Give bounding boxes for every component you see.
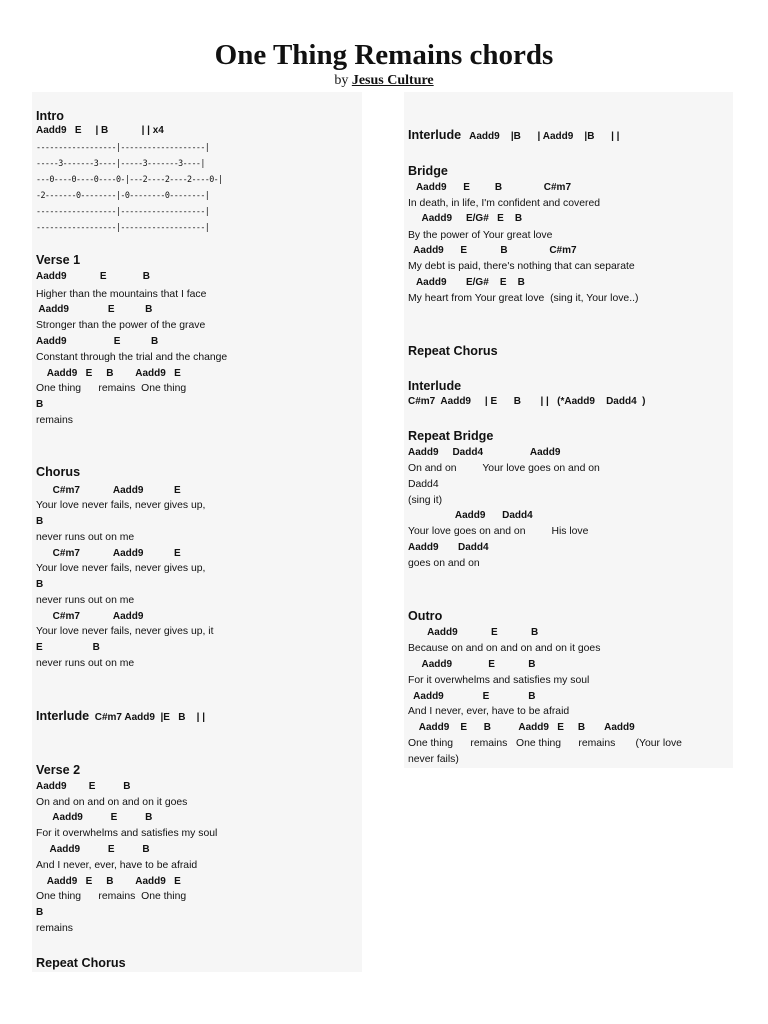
tab-line xyxy=(36,156,205,170)
tab-line xyxy=(36,204,209,218)
line-text: never runs out on me xyxy=(36,595,135,606)
chord-line xyxy=(36,843,150,857)
line-text: ------------------|-------------------| xyxy=(36,206,210,216)
chord-line xyxy=(36,515,43,529)
section-heading xyxy=(408,343,498,359)
chord-line xyxy=(36,303,152,317)
byline xyxy=(0,72,768,90)
line-text: C#m7 Aadd9 | E B | | (*Aadd9 Dadd4 ) xyxy=(408,396,646,407)
tab-line xyxy=(36,220,209,234)
lyric-line xyxy=(36,890,186,904)
tab-line xyxy=(36,188,209,202)
line-text: C#m7 Aadd9 E xyxy=(36,485,181,496)
chord-line xyxy=(408,658,535,672)
lyric-line xyxy=(36,382,186,396)
section-heading xyxy=(36,955,126,971)
chord-line xyxy=(36,875,181,889)
line-text: C#m7 Aadd9 xyxy=(36,611,144,622)
line-text: Dadd4 xyxy=(408,479,439,490)
line-text: Aadd9 Dadd4 xyxy=(408,510,533,521)
lyric-line xyxy=(408,462,600,476)
lyric-line xyxy=(408,674,589,688)
chord-line xyxy=(36,335,158,349)
line-text: Outro xyxy=(408,609,443,623)
line-text: One thing remains One thing remains (Your love xyxy=(408,738,682,749)
lyric-line xyxy=(408,737,682,751)
line-text: Aadd9 E | B | | x4 xyxy=(36,125,164,136)
chord-line xyxy=(408,721,635,735)
chord-line xyxy=(408,541,489,555)
line-text: goes on and on xyxy=(408,558,480,569)
lyric-line xyxy=(36,859,197,873)
line-text: Your love never fails, never gives up, it xyxy=(36,626,214,637)
line-text: C#m7 Aadd9 E xyxy=(36,548,181,559)
line-text: E B xyxy=(36,642,100,653)
line-text: For it overwhelms and satisfies my soul xyxy=(36,828,218,839)
section-heading xyxy=(408,378,461,394)
lyric-line xyxy=(36,796,187,810)
chord-line xyxy=(408,395,646,409)
section-heading xyxy=(36,708,205,726)
chord-line xyxy=(408,276,525,290)
line-text: Constant through the trial and the change xyxy=(36,352,228,363)
line-text: Aadd9 E B xyxy=(408,659,536,670)
line-text: Aadd9 E B C#m7 xyxy=(408,245,577,256)
line-text: Aadd9 E B xyxy=(36,336,159,347)
line-text: Your love never fails, never gives up, xyxy=(36,500,206,511)
chord-line xyxy=(36,578,43,592)
line-text: Aadd9 E B xyxy=(36,812,153,823)
line-text: -----3-------3----|-----3-------3----| xyxy=(36,158,205,168)
line-text: Intro xyxy=(36,109,64,123)
lyric-line xyxy=(408,557,480,571)
line-text: One thing remains One thing xyxy=(36,383,187,394)
line-text: And I never, ever, have to be afraid xyxy=(36,860,198,871)
chord-line xyxy=(408,181,571,195)
line-text: By the power of Your great love xyxy=(408,230,553,241)
chord-line xyxy=(36,547,181,561)
lyric-line xyxy=(36,657,134,671)
line-text: Aadd9 E B xyxy=(408,627,539,638)
chord-line xyxy=(36,367,181,381)
line-text: ------------------|-------------------| xyxy=(36,222,210,232)
line-text: Aadd9 Dadd4 Aadd9 xyxy=(408,447,561,458)
line-text: never fails) xyxy=(408,754,459,765)
line-text: Aadd9 E B Aadd9 E B Aadd9 xyxy=(408,722,635,733)
line-text: Repeat Bridge xyxy=(408,429,494,443)
lyric-line xyxy=(36,499,205,513)
line-text: For it overwhelms and satisfies my soul xyxy=(408,675,590,686)
lyric-line xyxy=(36,351,227,365)
line-text: Aadd9 Dadd4 xyxy=(408,542,489,553)
line-text: remains xyxy=(36,415,73,426)
song-title: One Thing Remains chords xyxy=(214,39,554,71)
line-text: Chorus xyxy=(36,465,81,479)
line-text: Aadd9 E B xyxy=(36,781,131,792)
line-text: Aadd9 E/G# E B xyxy=(408,277,525,288)
section-heading xyxy=(36,252,80,268)
line-text: Aadd9 E B xyxy=(36,304,153,315)
line-text: Aadd9 E B Aadd9 E xyxy=(36,368,181,379)
chord-line xyxy=(36,124,164,138)
line-text: B xyxy=(36,579,44,590)
lyric-line xyxy=(36,288,206,302)
inline-chords: C#m7 Aadd9 |E B | | xyxy=(89,712,206,723)
line-text: (sing it) xyxy=(408,495,443,506)
line-text: Your love never fails, never gives up, xyxy=(36,563,206,574)
line-text: Higher than the mountains that I face xyxy=(36,289,207,300)
chord-line xyxy=(408,509,533,523)
left-column xyxy=(32,92,362,972)
chord-line xyxy=(408,626,538,640)
chord-line xyxy=(408,690,535,704)
chord-line xyxy=(408,244,577,258)
line-text: Stronger than the power of the grave xyxy=(36,320,206,331)
section-heading xyxy=(36,108,64,124)
section-heading xyxy=(36,464,80,480)
inline-chords: Aadd9 |B | Aadd9 |B | | xyxy=(461,131,620,142)
line-text: ------------------|-------------------| xyxy=(36,142,210,152)
line-text: On and on and on and on it goes xyxy=(36,797,188,808)
line-text: In death, in life, I'm confident and covered xyxy=(408,198,601,209)
line-text: And I never, ever, have to be afraid xyxy=(408,706,570,717)
line-text: Aadd9 E/G# E B xyxy=(408,213,523,224)
chord-line xyxy=(36,610,143,624)
section-heading xyxy=(408,127,619,145)
artist-link[interactable]: Jesus Culture xyxy=(351,73,434,88)
line-text: Repeat Chorus xyxy=(36,956,126,970)
chord-line xyxy=(36,641,100,655)
lyric-line xyxy=(408,229,552,243)
line-text: never runs out on me xyxy=(36,532,135,543)
line-text: Bridge xyxy=(408,164,448,178)
line-text: Verse 1 xyxy=(36,253,81,267)
chord-line xyxy=(36,270,150,284)
line-text: My debt is paid, there's nothing that can separate xyxy=(408,261,635,272)
lyric-line xyxy=(36,319,205,333)
line-text: One thing remains One thing xyxy=(36,891,187,902)
lyric-line xyxy=(36,414,73,428)
lyric-line xyxy=(408,260,635,274)
lyric-line xyxy=(408,478,439,492)
line-text: Interlude xyxy=(408,128,462,142)
section-heading xyxy=(408,608,442,624)
line-text: B xyxy=(36,399,44,410)
lyric-line xyxy=(36,827,217,841)
line-text: My heart from Your great love (sing it, Your love..) xyxy=(408,293,639,304)
lyric-line xyxy=(408,705,569,719)
chord-line xyxy=(36,811,152,825)
tab-line xyxy=(36,140,209,154)
line-text: Aadd9 E B Aadd9 E xyxy=(36,876,181,887)
line-text: remains xyxy=(36,923,73,934)
chord-line xyxy=(408,446,560,460)
chord-line xyxy=(36,398,43,412)
chord-line xyxy=(36,780,130,794)
line-text: Interlude xyxy=(36,709,90,723)
line-text: On and on Your love goes on and on xyxy=(408,463,600,474)
lyric-line xyxy=(36,531,134,545)
chord-line xyxy=(408,212,522,226)
tab-line xyxy=(36,172,223,186)
chord-line xyxy=(36,906,43,920)
lyric-line xyxy=(408,642,600,656)
line-text: never runs out on me xyxy=(36,658,135,669)
lyric-line xyxy=(408,525,588,539)
line-text: Verse 2 xyxy=(36,763,81,777)
lyric-line xyxy=(408,753,459,767)
lyric-line xyxy=(36,562,205,576)
line-text: Aadd9 E B xyxy=(36,844,150,855)
right-column xyxy=(404,92,733,768)
chord-line xyxy=(36,484,181,498)
line-text: Your love goes on and on His love xyxy=(408,526,589,537)
line-text: -2-------0--------|-0--------0--------| xyxy=(36,190,210,200)
section-heading xyxy=(408,163,448,179)
lyric-line xyxy=(408,197,600,211)
line-text: Aadd9 E B xyxy=(408,691,536,702)
lyric-line xyxy=(36,922,73,936)
lyric-line xyxy=(36,625,214,639)
line-text: B xyxy=(36,907,44,918)
line-text: B xyxy=(36,516,44,527)
line-text: Because on and on and on and on it goes xyxy=(408,643,601,654)
line-text: Interlude xyxy=(408,379,462,393)
lyric-line xyxy=(408,494,442,508)
line-text: ---0----0----0----0-|---2----2----2----0-| xyxy=(36,174,223,184)
line-text: Repeat Chorus xyxy=(408,344,498,358)
line-text: Aadd9 E B xyxy=(36,271,150,282)
byline-prefix: by xyxy=(334,73,349,88)
lyric-line xyxy=(408,292,638,306)
section-heading xyxy=(36,762,80,778)
song-header xyxy=(0,38,768,90)
lyric-line xyxy=(36,594,134,608)
line-text: Aadd9 E B C#m7 xyxy=(408,182,572,193)
section-heading xyxy=(408,428,493,444)
